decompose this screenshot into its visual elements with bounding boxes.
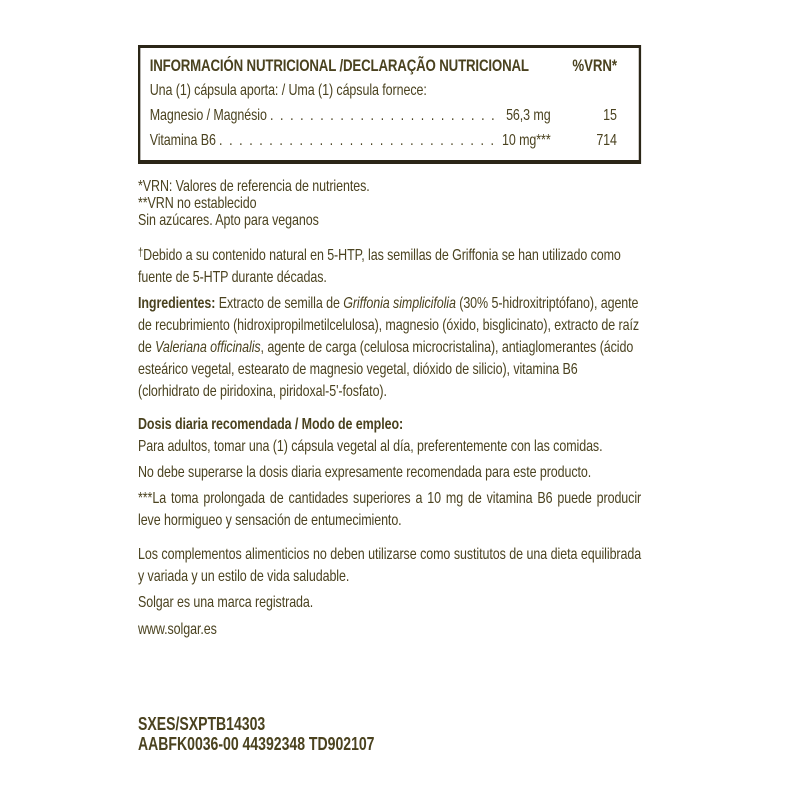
vrn-column-header: %VRN*: [572, 56, 617, 75]
dosage-heading: Dosis diaria recomendada / Modo de empleo:: [138, 416, 404, 433]
dagger-mark: †: [138, 245, 144, 259]
nutrient-name: Magnesio / Magnésio: [149, 107, 267, 124]
dosage-block: [138, 414, 641, 458]
latin-name-valeriana: Valeriana officinalis: [155, 339, 261, 356]
nutrient-row-vitamin-b6: [150, 128, 617, 153]
website-url: www.solgar.es: [138, 621, 217, 638]
nutrient-name: Vitamina B6: [149, 132, 216, 149]
supplement-disclaimer: Los complementos alimenticios no deben utilizarse como sustitutos de una dieta equilibrada y variada y un estilo de vida saludable.: [138, 546, 642, 585]
claims-line: Sin azúcares. Apto para veganos: [138, 212, 319, 229]
griffonia-note-text: Debido a su contenido natural en 5-HTP, las semillas de Griffonia se han utilizado como fuente de 5-HTP durante décadas.: [138, 247, 621, 286]
supplement-label: [138, 45, 641, 754]
footnotes-block: [138, 178, 641, 229]
dosage-instructions: Para adultos, tomar una (1) cápsula vegetal al día, preferentemente con las comidas.: [138, 438, 603, 455]
ingredients-seg1: Extracto de semilla de: [218, 295, 344, 312]
latin-name-griffonia: Griffonia simplicifolia: [343, 295, 456, 312]
code-line-2: AABFK0036-00 44392348 TD902107: [138, 734, 375, 754]
nutrient-vrn: 714: [596, 132, 617, 149]
ingredients-paragraph: [138, 293, 641, 403]
nutrient-row-magnesium: [150, 103, 617, 128]
code-line-1: SXES/SXPTB14303: [138, 714, 266, 734]
nutrient-amount: 56,3 mg: [506, 107, 551, 124]
ingredients-label: Ingredientes:: [138, 295, 219, 312]
griffonia-note: [138, 241, 641, 289]
dot-leader: [270, 103, 501, 128]
nutrient-vrn: 15: [603, 107, 617, 124]
nutrition-header-row: [150, 53, 617, 78]
footnote-vrn-definition: *VRN: Valores de referencia de nutrientes.: [138, 178, 370, 195]
nutrient-amount: 10 mg***: [501, 132, 551, 149]
ingredients-seg2: (30% 5-hidroxitriptófano), agente de recubrimiento (hidroxipropilmetilcelulosa), magnesio (óxido, bisglicinato), extracto de raíz de: [138, 295, 640, 356]
max-dose-warning: No debe superarse la dosis diaria expresamente recomendada para este producto.: [138, 464, 592, 481]
dot-leader: [219, 128, 497, 153]
footnote-vrn-not-established: **VRN no establecido: [138, 195, 257, 212]
nutrition-title: INFORMACIÓN NUTRICIONAL /DECLARAÇÃO NUTRICIONAL: [149, 56, 529, 75]
product-codes: [138, 714, 641, 754]
trademark-line: Solgar es una marca registrada.: [138, 594, 314, 611]
ingredients-seg3: , agente de carga (celulosa microcristalina), antiaglomerantes (ácido esteárico vegetal, estearato de magnesio vegetal, dióxido de silicio), vitamina B6 (clorhidrato de piridoxina, piridoxal-5'-fosfato).: [138, 339, 634, 400]
nutrition-facts-box: [138, 45, 641, 164]
serving-info: Una (1) cápsula aporta: / Uma (1) cápsula fornece:: [149, 82, 427, 99]
b6-warning: ***La toma prolongada de cantidades superiores a 10 mg de vitamina B6 puede producir leve hormigueo y sensación de entumecimiento.: [138, 490, 642, 529]
